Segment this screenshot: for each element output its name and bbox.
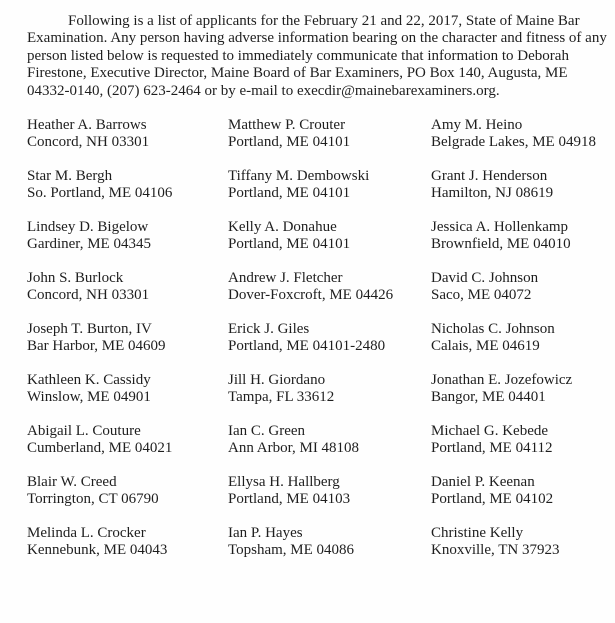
applicant-entry	[431, 321, 615, 355]
applicant-location: Topsham, ME 04086	[228, 542, 355, 559]
applicant-name: Jill H. Giordano	[228, 372, 326, 389]
applicant-location: Hamilton, NJ 08619	[431, 185, 554, 202]
applicant-entry	[27, 168, 228, 202]
applicant-name: Jessica A. Hollenkamp	[431, 219, 569, 236]
applicant-entry	[27, 423, 228, 457]
applicant-location: Kennebunk, ME 04043	[27, 542, 168, 559]
applicant-name: Melinda L. Crocker	[27, 525, 146, 542]
applicant-entry	[431, 525, 615, 559]
applicant-entry	[431, 372, 615, 406]
applicant-entry	[228, 372, 431, 406]
applicant-name: Grant J. Henderson	[431, 168, 548, 185]
applicant-name: Lindsey D. Bigelow	[27, 219, 149, 236]
applicant-entry	[27, 117, 228, 151]
applicant-name: Ellysa H. Hallberg	[228, 474, 340, 491]
applicant-column-2	[228, 117, 431, 576]
intro-line: person listed below is requested to immediately communicate that information to Deborah	[27, 47, 569, 64]
applicant-name: Erick J. Giles	[228, 321, 310, 338]
applicant-name: Tiffany M. Dembowski	[228, 168, 370, 185]
applicant-name: Michael G. Kebede	[431, 423, 549, 440]
applicant-name: Daniel P. Keenan	[431, 474, 535, 491]
applicant-name: Star M. Bergh	[27, 168, 113, 185]
applicant-location: Gardiner, ME 04345	[27, 236, 151, 253]
applicant-name: Nicholas C. Johnson	[431, 321, 555, 338]
applicant-location: Winslow, ME 04901	[27, 389, 151, 406]
applicant-location: Concord, NH 03301	[27, 134, 150, 151]
applicant-location: Belgrade Lakes, ME 04918	[431, 134, 596, 151]
applicant-name: Kathleen K. Cassidy	[27, 372, 151, 389]
applicant-entry	[27, 474, 228, 508]
applicant-entry	[431, 270, 615, 304]
applicant-location: Portland, ME 04103	[228, 491, 351, 508]
applicant-location: Tampa, FL 33612	[228, 389, 335, 406]
applicant-entry	[228, 270, 431, 304]
document-page	[0, 13, 615, 623]
intro-line: Examination. Any person having adverse information bearing on the character and fitness of any	[27, 30, 607, 47]
applicant-name: Jonathan E. Jozefowicz	[431, 372, 573, 389]
applicant-list	[0, 117, 615, 576]
applicant-entry	[228, 423, 431, 457]
applicant-name: Blair W. Creed	[27, 474, 117, 491]
applicant-name: Christine Kelly	[431, 525, 524, 542]
applicant-name: Heather A. Barrows	[27, 117, 147, 134]
applicant-location: Dover-Foxcroft, ME 04426	[228, 287, 394, 304]
applicant-entry	[27, 270, 228, 304]
applicant-location: Portland, ME 04101	[228, 185, 351, 202]
applicant-entry	[27, 219, 228, 253]
intro-line: 04332-0140, (207) 623-2464 or by e-mail to execdir@mainebarexaminers.org.	[27, 82, 500, 99]
applicant-name: Kelly A. Donahue	[228, 219, 337, 236]
applicant-entry	[228, 219, 431, 253]
applicant-name: Matthew P. Crouter	[228, 117, 346, 134]
applicant-entry	[228, 525, 431, 559]
applicant-location: Knoxville, TN 37923	[431, 542, 560, 559]
intro-line: Firestone, Executive Director, Maine Board of Bar Examiners, PO Box 140, Augusta, ME	[27, 65, 568, 82]
applicant-entry	[27, 372, 228, 406]
intro-line: Following is a list of applicants for the February 21 and 22, 2017, State of Maine Bar	[68, 13, 580, 29]
applicant-name: Andrew J. Fletcher	[228, 270, 343, 287]
applicant-entry	[228, 168, 431, 202]
applicant-location: Bar Harbor, ME 04609	[27, 338, 166, 355]
applicant-entry	[431, 423, 615, 457]
applicant-location: Cumberland, ME 04021	[27, 440, 173, 457]
applicant-location: Concord, NH 03301	[27, 287, 150, 304]
applicant-name: Amy M. Heino	[431, 117, 523, 134]
applicant-location: Brownfield, ME 04010	[431, 236, 571, 253]
applicant-location: Portland, ME 04101-2480	[228, 338, 386, 355]
applicant-name: Ian C. Green	[228, 423, 306, 440]
applicant-entry	[27, 525, 228, 559]
applicant-name: Abigail L. Couture	[27, 423, 141, 440]
applicant-entry	[228, 117, 431, 151]
applicant-location: Portland, ME 04112	[431, 440, 553, 457]
applicant-column-3	[431, 117, 615, 576]
applicant-column-1	[27, 117, 228, 576]
applicant-location: Ann Arbor, MI 48108	[228, 440, 360, 457]
applicant-name: Joseph T. Burton, IV	[27, 321, 152, 338]
applicant-location: Portland, ME 04101	[228, 236, 351, 253]
applicant-entry	[228, 474, 431, 508]
applicant-entry	[431, 168, 615, 202]
applicant-entry	[431, 219, 615, 253]
applicant-name: Ian P. Hayes	[228, 525, 303, 542]
applicant-entry	[228, 321, 431, 355]
applicant-name: David C. Johnson	[431, 270, 539, 287]
applicant-entry	[431, 474, 615, 508]
applicant-location: Portland, ME 04102	[431, 491, 554, 508]
applicant-location: Calais, ME 04619	[431, 338, 540, 355]
applicant-location: Bangor, ME 04401	[431, 389, 546, 406]
applicant-location: Torrington, CT 06790	[27, 491, 159, 508]
applicant-location: Portland, ME 04101	[228, 134, 351, 151]
applicant-location: So. Portland, ME 04106	[27, 185, 173, 202]
applicant-name: John S. Burlock	[27, 270, 124, 287]
applicant-entry	[431, 117, 615, 151]
intro-paragraph	[27, 13, 607, 100]
applicant-location: Saco, ME 04072	[431, 287, 532, 304]
applicant-entry	[27, 321, 228, 355]
